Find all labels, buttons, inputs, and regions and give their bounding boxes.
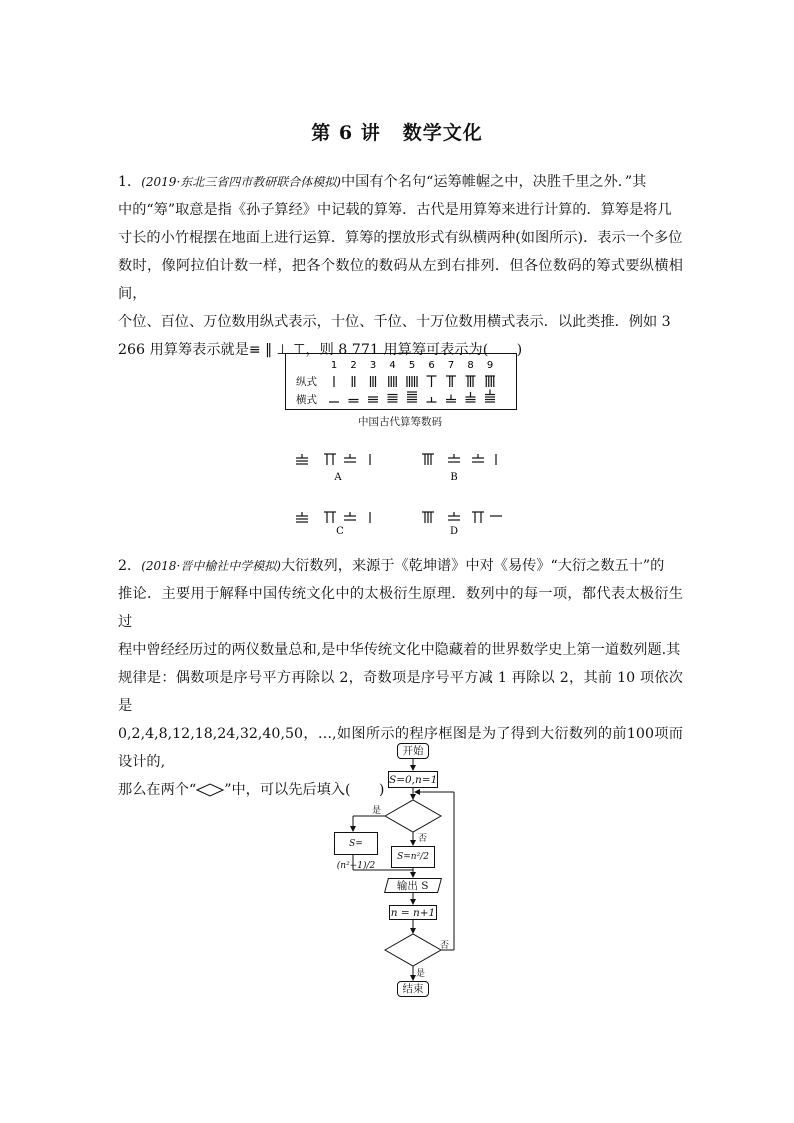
digit-9: 9	[486, 360, 494, 371]
digit-8: 8	[467, 360, 474, 371]
flow-output: 输出 S	[384, 878, 442, 893]
q2-line-5: 0,2,4,8,12,18,24,32,40,50，…,如图所示的程序框图是为了得到大衍数列的前100项而设计的,	[118, 726, 683, 770]
option-c[interactable]	[296, 512, 370, 523]
flow-start: 开始	[397, 743, 429, 759]
option-b[interactable]	[422, 454, 496, 465]
q2-number: 2．	[118, 558, 142, 574]
flow-no-1: 否	[418, 834, 428, 844]
option-b-label: B	[450, 472, 458, 483]
digit-2: 2	[350, 360, 357, 371]
counting-rods-3266: ≡ ‖ ⊥ ⊤	[248, 342, 306, 358]
question-1	[118, 168, 683, 364]
flow-init: S=0,n=1	[388, 771, 438, 788]
digit-6: 6	[428, 360, 435, 371]
q1-line-5: 个位、百位、万位数用纵式表示，十位、千位、十万位数用横式表示．以此类推．例如 3	[118, 314, 671, 330]
q2-line-4: 规律是：偶数项是序号平方再除以 2，奇数项是序号平方减 1 再除以 2，其前 10 项依次是	[118, 670, 683, 714]
flow-left-box: S=(n²−1)/2	[334, 832, 378, 855]
q2-line-1: 2．(2018·晋中榆社中学模拟)大衍数列，来源于《乾坤谱》中对《易传》“大衍之数五十”的	[118, 558, 665, 574]
lecture-topic: 数学文化	[402, 122, 483, 144]
decision-diamond-2	[385, 934, 441, 966]
q1-line-2: 中的“筹”取意是指《孙子算经》中记载的算筹．古代是用算筹来进行计算的．算筹是将几	[118, 202, 672, 218]
flow-right-box: S=n²/2	[391, 846, 435, 868]
counting-rods-table	[285, 353, 517, 410]
q1-line-4: 数时，像阿拉伯计数一样，把各个数位的数码从左到右排列．但各位数码的筹式要纵横相间，	[118, 258, 683, 302]
digit-4: 4	[389, 360, 396, 371]
option-c-label: C	[336, 526, 344, 537]
digit-7: 7	[447, 360, 455, 371]
decision-diamond-1	[385, 800, 441, 832]
diamond-icon	[196, 783, 224, 797]
q1-line-6: 266 用算筹表示就是≡ ‖ ⊥ ⊤，则 8 771 用算筹可表示为( )	[118, 342, 523, 358]
option-d[interactable]	[422, 512, 502, 523]
q1-number: 1．	[118, 174, 142, 190]
q1-options	[290, 448, 530, 543]
option-a[interactable]	[296, 454, 370, 465]
option-a-label: A	[334, 472, 342, 483]
q2-line-6: 那么在两个“ ”中，可以先后填入( )	[118, 782, 385, 798]
horizontal-form-label: 横式	[296, 394, 317, 406]
q2-line-2: 推论．主要用于解释中国传统文化中的太极衍生原理．数列中的每一项，都代表太极衍生过	[118, 586, 683, 630]
flow-yes-1: 是	[372, 806, 382, 816]
q2-source: (2018·晋中榆社中学模拟)	[141, 559, 281, 573]
flow-yes-2: 是	[416, 969, 426, 979]
flow-increment: n = n+1	[390, 907, 436, 919]
option-d-label: D	[449, 526, 459, 537]
table-caption: 中国古代算筹数码	[358, 416, 442, 428]
flow-end: 结束	[397, 981, 429, 997]
digit-5: 5	[408, 360, 416, 371]
digit-1: 1	[330, 360, 338, 371]
q1-source: (2019·东北三省四市教研联合体模拟)	[141, 175, 341, 189]
flow-no-2: 否	[440, 941, 450, 951]
program-flowchart	[330, 740, 470, 1005]
q1-line-1: 1．(2019·东北三省四市教研联合体模拟)中国有个名句“运筹帷幄之中，决胜千里之外．”其	[118, 174, 647, 190]
counting-rods-figure	[286, 354, 516, 409]
lecture-number: 第 6 讲	[311, 122, 381, 144]
page-title	[0, 118, 794, 145]
digit-3: 3	[369, 360, 377, 371]
q2-line-3: 程中曾经经历过的两仪数量总和,是中华传统文化中隐藏着的世界数学史上第一道数列题.其	[118, 642, 681, 658]
q1-line-3: 寸长的小竹棍摆在地面上进行运算．算筹的摆放形式有纵横两种(如图所示)．表示一个多位	[118, 230, 683, 246]
vertical-form-label: 纵式	[296, 376, 317, 388]
